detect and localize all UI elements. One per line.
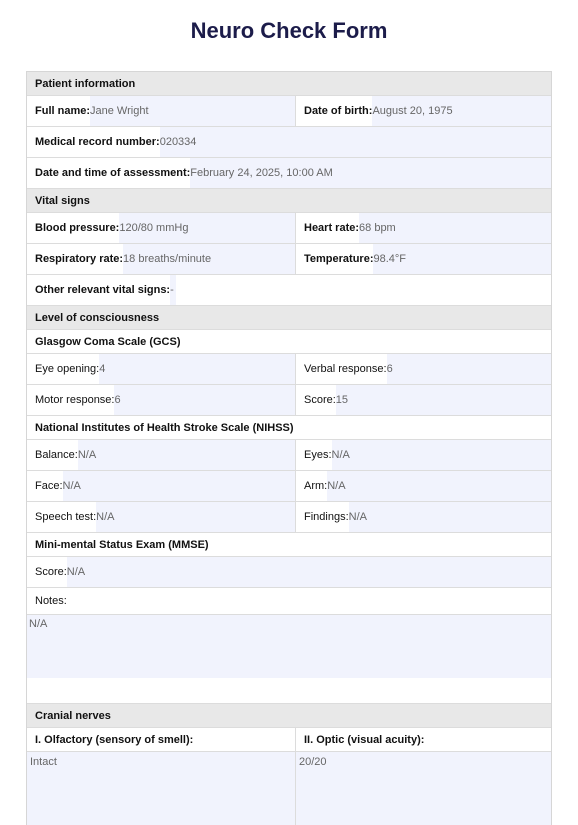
findings-field[interactable]: N/A [349, 502, 551, 532]
gcs-score-label: Score: [296, 385, 336, 415]
full-name-label: Full name: [27, 96, 90, 126]
cranial-nerves-labels [27, 728, 551, 752]
gcs-score-cell [296, 385, 551, 415]
section-header-patient-information: Patient information [27, 72, 551, 96]
speech-test-field[interactable]: N/A [96, 502, 295, 532]
gcs-score-field[interactable]: 15 [336, 385, 551, 415]
arm-field[interactable]: N/A [327, 471, 551, 501]
balance-label: Balance: [27, 440, 78, 470]
notes-label: Notes: [27, 588, 551, 614]
form-row [27, 502, 551, 533]
other-vital-signs-field[interactable]: - [170, 275, 176, 305]
full-name-field[interactable]: Jane Wright [90, 96, 295, 126]
verbal-response-label: Verbal response: [296, 354, 387, 384]
section-header-level-of-consciousness: Level of consciousness [27, 306, 551, 330]
olfactory-field[interactable]: Intact [27, 752, 296, 825]
form-row [27, 127, 551, 158]
eye-opening-cell [27, 354, 296, 384]
verbal-response-cell [296, 354, 551, 384]
page-title: Neuro Check Form [190, 18, 388, 43]
section-spacer [27, 678, 551, 704]
form-row [27, 440, 551, 471]
assessment-datetime-field[interactable]: February 24, 2025, 10:00 AM [190, 158, 551, 188]
findings-cell [296, 502, 551, 532]
temperature-label: Temperature: [296, 244, 373, 274]
eyes-label: Eyes: [296, 440, 332, 470]
date-of-birth-label: Date of birth: [296, 96, 372, 126]
motor-response-label: Motor response: [27, 385, 114, 415]
respiratory-rate-field[interactable]: 18 breaths/minute [123, 244, 295, 274]
temperature-cell [296, 244, 551, 274]
assessment-datetime-cell [27, 158, 551, 188]
mmse-score-cell [27, 557, 551, 587]
notes-field[interactable]: N/A [27, 614, 551, 678]
eye-opening-label: Eye opening: [27, 354, 99, 384]
form-row [27, 354, 551, 385]
medical-record-number-label: Medical record number: [27, 127, 160, 157]
optic-label: II. Optic (visual acuity): [296, 728, 551, 751]
mmse-score-field[interactable]: N/A [67, 557, 551, 587]
form-row [27, 244, 551, 275]
form-row [27, 96, 551, 127]
verbal-response-field[interactable]: 6 [387, 354, 551, 384]
motor-response-cell [27, 385, 296, 415]
section-header-vital-signs: Vital signs [27, 189, 551, 213]
balance-cell [27, 440, 296, 470]
form-row [27, 213, 551, 244]
face-field[interactable]: N/A [63, 471, 295, 501]
olfactory-label: I. Olfactory (sensory of smell): [27, 728, 296, 751]
form-row [27, 158, 551, 189]
other-vital-signs-cell [27, 275, 551, 305]
eye-opening-field[interactable]: 4 [99, 354, 295, 384]
mmse-score-label: Score: [27, 557, 67, 587]
arm-label: Arm: [296, 471, 327, 501]
blood-pressure-label: Blood pressure: [27, 213, 119, 243]
section-header-cranial-nerves: Cranial nerves [27, 704, 551, 728]
assessment-datetime-label: Date and time of assessment: [27, 158, 190, 188]
heart-rate-label: Heart rate: [296, 213, 359, 243]
face-cell [27, 471, 296, 501]
form-row [27, 557, 551, 588]
eyes-cell [296, 440, 551, 470]
date-of-birth-field[interactable]: August 20, 1975 [372, 96, 551, 126]
balance-field[interactable]: N/A [78, 440, 295, 470]
medical-record-number-cell [27, 127, 551, 157]
speech-test-cell [27, 502, 296, 532]
cranial-nerves-values [27, 752, 551, 825]
eyes-field[interactable]: N/A [332, 440, 551, 470]
speech-test-label: Speech test: [27, 502, 96, 532]
date-of-birth-cell [296, 96, 551, 126]
neuro-check-form [26, 71, 552, 825]
full-name-cell [27, 96, 296, 126]
findings-label: Findings: [296, 502, 349, 532]
optic-field[interactable]: 20/20 [296, 752, 551, 825]
form-row [27, 471, 551, 502]
medical-record-number-field[interactable]: 020334 [160, 127, 551, 157]
respiratory-rate-label: Respiratory rate: [27, 244, 123, 274]
heart-rate-cell [296, 213, 551, 243]
motor-response-field[interactable]: 6 [114, 385, 295, 415]
subsection-header-mmse: Mini-mental Status Exam (MMSE) [27, 533, 551, 557]
arm-cell [296, 471, 551, 501]
blood-pressure-cell [27, 213, 296, 243]
subsection-header-nihss: National Institutes of Health Stroke Scale (NIHSS) [27, 416, 551, 440]
heart-rate-field[interactable]: 68 bpm [359, 213, 551, 243]
subsection-header-gcs: Glasgow Coma Scale (GCS) [27, 330, 551, 354]
face-label: Face: [27, 471, 63, 501]
other-vital-signs-label: Other relevant vital signs: [27, 275, 170, 305]
blood-pressure-field[interactable]: 120/80 mmHg [119, 213, 295, 243]
form-row [27, 275, 551, 306]
form-row [27, 385, 551, 416]
temperature-field[interactable]: 98.4°F [373, 244, 551, 274]
respiratory-rate-cell [27, 244, 296, 274]
